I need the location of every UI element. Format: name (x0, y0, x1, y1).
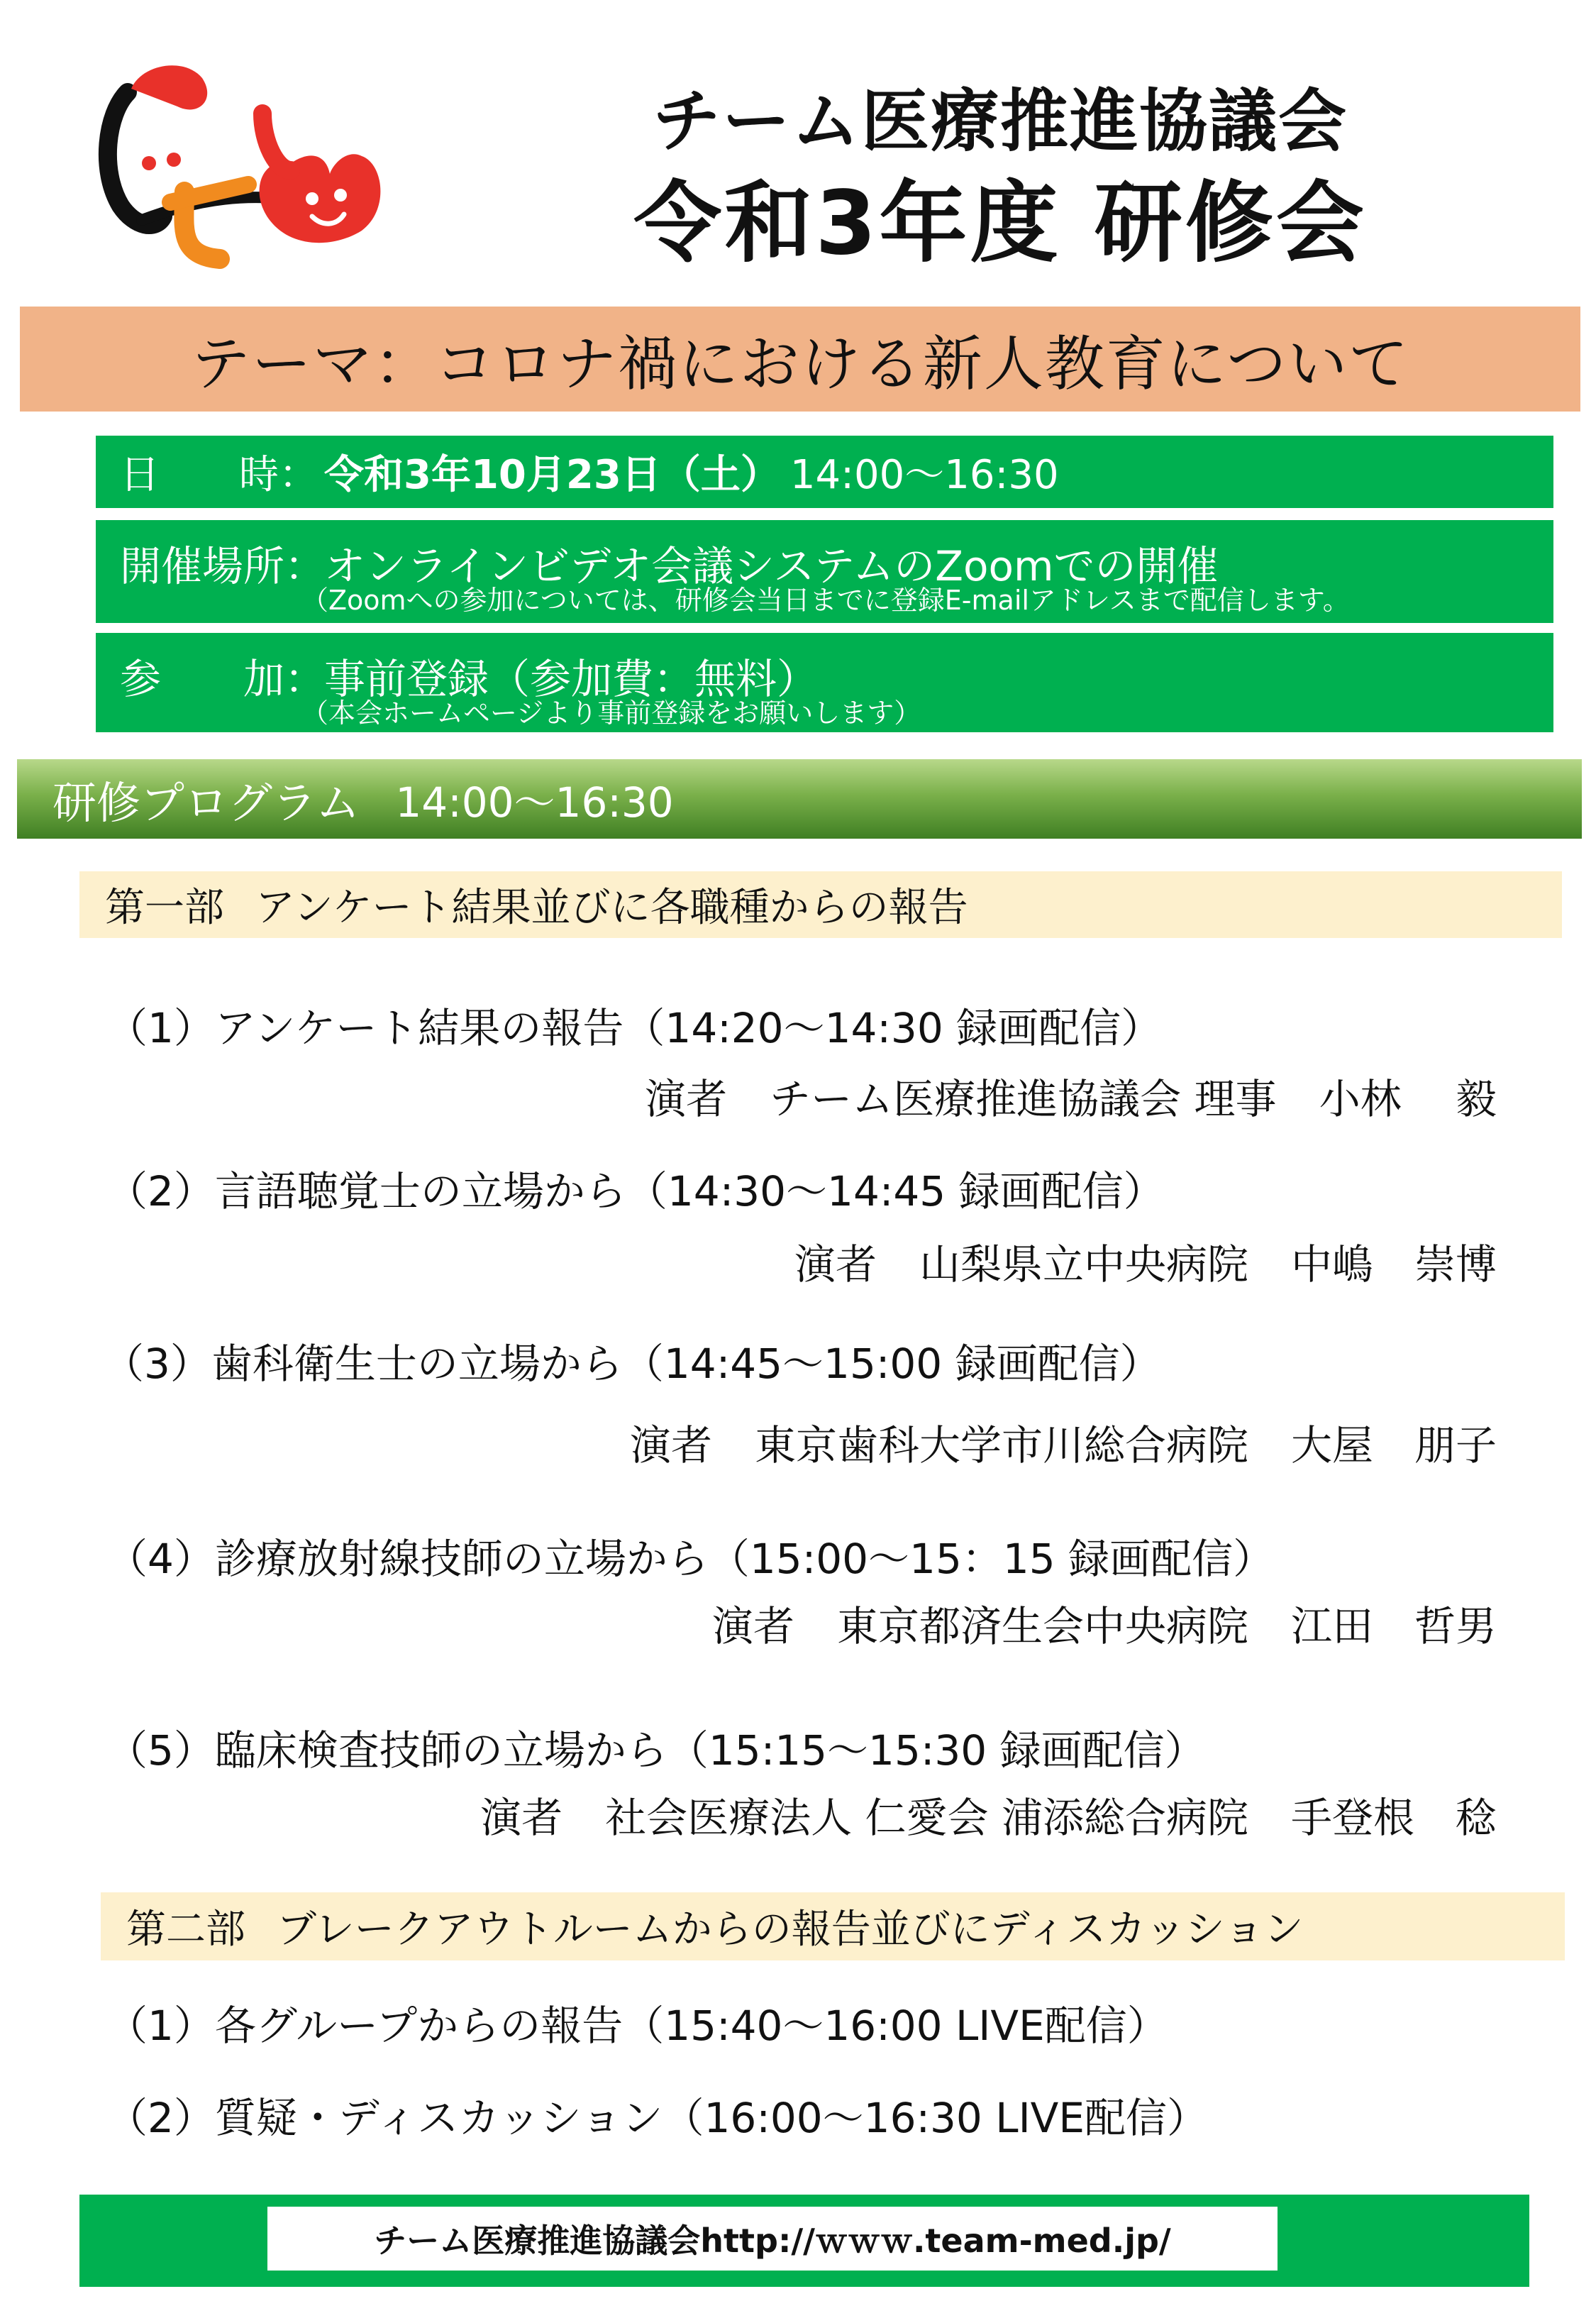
part1-number: 第一部 (105, 885, 224, 931)
part2-item-2: （2）質疑・ディスカッション（16:00～16:30 LIVE配信） (106, 2094, 1208, 2142)
speaker-name: 江田 哲男 (1290, 1602, 1497, 1650)
join-info-box (96, 633, 1553, 732)
speaker-role: 演者 (480, 1794, 563, 1842)
speaker-role: 演者 (629, 1421, 712, 1469)
date-time: 14:00～16:30 (789, 452, 1059, 498)
speaker-affiliation: チーム医療推進協議会 理事 (770, 1075, 1277, 1123)
speaker-affiliation: 山梨県立中央病院 (919, 1240, 1248, 1289)
speaker-affiliation: 社会医療法人 仁愛会 浦添総合病院 (605, 1794, 1248, 1842)
footer-url-link[interactable]: チーム医療推進協議会http://ｗｗｗ.team-med.jp/ (374, 2222, 1171, 2260)
speaker-name: 小林 毅 (1319, 1075, 1497, 1123)
join-label: 参 加： (120, 655, 326, 703)
part1-title: アンケート結果並びに各職種からの報告 (255, 885, 968, 931)
speaker-name: 手登根 稔 (1290, 1794, 1497, 1842)
part1-item-5-speaker (455, 1784, 1497, 1844)
part1-item-3-speaker (604, 1412, 1497, 1472)
venue-label: 開催場所： (120, 542, 326, 590)
event-title: 令和3年度 研修会 (633, 172, 1367, 275)
speaker-name: 大屋 朋子 (1290, 1421, 1497, 1469)
part1-item-2-speaker (769, 1231, 1497, 1291)
speaker-name: 中嶋 崇博 (1290, 1240, 1497, 1289)
part1-item-5-title: （5）臨床検査技師の立場から（15:15～15:30 録画配信） (106, 1726, 1206, 1775)
part1-item-4-speaker (687, 1593, 1497, 1653)
date-label: 日 時： (120, 452, 318, 498)
part2-header (101, 1892, 1565, 1960)
part1-item-2-title: （2）言語聴覚士の立場から（14:30～14:45 録画配信） (106, 1167, 1165, 1215)
venue-value: オンラインビデオ会議システムのZoomでの開催 (324, 542, 1219, 590)
footer-url-box[interactable] (267, 2207, 1278, 2271)
part2-item-1: （1）各グループからの報告（15:40～16:00 LIVE配信） (106, 2002, 1168, 2050)
join-note: （本会ホームページより事前登録をお願いします） (301, 697, 921, 729)
venue-note: （Zoomへの参加については、研修会当日までに登録E-mailアドレスまで配信します。 (301, 585, 1350, 616)
part1-header (79, 871, 1562, 938)
part1-item-1-speaker (619, 1066, 1497, 1125)
speaker-role: 演者 (711, 1602, 794, 1650)
speaker-affiliation: 東京都済生会中央病院 (836, 1602, 1248, 1650)
join-value: 事前登録（参加費：無料） (324, 655, 819, 703)
part1-item-3-title: （3）歯科衛生士の立場から（14:45～15:00 録画配信） (103, 1340, 1161, 1388)
speaker-role: 演者 (645, 1075, 728, 1123)
program-time: 14:00～16:30 (395, 778, 674, 827)
speaker-role: 演者 (794, 1240, 877, 1289)
team-med-logo (78, 50, 404, 270)
theme-banner (20, 307, 1580, 412)
part1-item-1-title: （1）アンケート結果の報告（14:20～14:30 録画配信） (106, 1004, 1163, 1052)
part1-item-4-title: （4）診療放射線技師の立場から（15:00～15：15 録画配信） (106, 1535, 1275, 1583)
part2-title: ブレークアウトルームからの報告並びにディスカッション (277, 1907, 1304, 1953)
org-title: チーム医療推進協議会 (653, 82, 1348, 161)
venue-info-box (96, 520, 1553, 623)
date-value: 令和3年10月23日（土） (324, 452, 780, 498)
theme-text: テーマ：コロナ禍における新人教育について (190, 329, 1410, 399)
program-header (17, 759, 1582, 839)
date-info-box (96, 436, 1553, 508)
program-title: 研修プログラム (52, 776, 360, 829)
speaker-affiliation: 東京歯科大学市川総合病院 (754, 1421, 1248, 1469)
part2-number: 第二部 (126, 1907, 245, 1953)
